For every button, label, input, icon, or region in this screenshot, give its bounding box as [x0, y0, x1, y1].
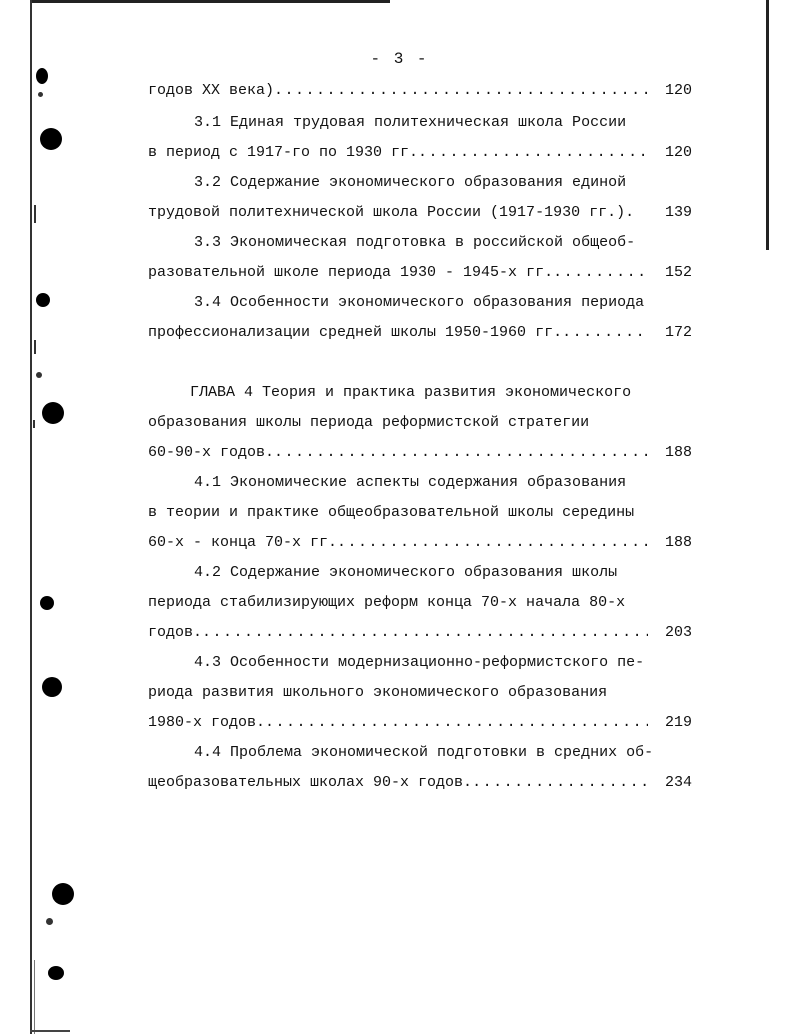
toc-text: щеобразовательных школах 90-х годов.	[148, 774, 473, 791]
toc-entry	[194, 172, 692, 194]
toc-text: годов.	[148, 624, 203, 641]
toc-text: годов XX века)	[148, 82, 275, 99]
toc-page-number: 172	[664, 324, 692, 341]
toc-entry	[148, 502, 692, 524]
toc-entry	[148, 202, 692, 224]
toc-text: образования школы периода реформистской стратегии	[148, 414, 590, 431]
toc-text: 1980-х годов.	[148, 714, 266, 731]
toc-text: профессионализации средней школы 1950-1960 гг.	[148, 324, 563, 341]
toc-text: 3.3 Экономическая подготовка в российской общеоб-	[194, 234, 636, 251]
scan-speck	[34, 205, 36, 223]
toc-entry	[148, 532, 692, 554]
toc-text: 4.4 Проблема экономической подготовки в средних об-	[194, 744, 654, 761]
toc-entry	[148, 592, 692, 614]
punch-hole	[52, 883, 74, 905]
scan-edge-bottom	[30, 1030, 70, 1032]
chapter-heading	[190, 382, 692, 404]
toc-page-number: 203	[664, 624, 692, 641]
toc-leader-dots	[202, 622, 648, 644]
toc-leader-dots	[265, 712, 648, 734]
punch-hole	[48, 966, 64, 980]
toc-entry	[148, 712, 692, 734]
toc-entry	[194, 112, 692, 134]
scan-speck	[38, 92, 43, 97]
toc-text: 3.4 Особенности экономического образования периода	[194, 294, 645, 311]
scan-edge-top	[30, 0, 390, 3]
toc-text: 4.3 Особенности модернизационно-реформистского пе-	[194, 654, 645, 671]
punch-hole	[40, 128, 62, 150]
toc-leader-dots	[553, 262, 648, 284]
toc-page-number: 188	[664, 534, 692, 551]
toc-entry	[148, 322, 692, 344]
scan-edge-right	[766, 0, 769, 250]
toc-text: разовательной школе периода 1930 - 1945-х гг.	[148, 264, 554, 281]
toc-entry	[194, 742, 692, 764]
toc-text: 3.1 Единая трудовая политехническая школа России	[194, 114, 627, 131]
toc-text: риода развития школьного экономического образования	[148, 684, 608, 701]
toc-page-number: 120	[664, 144, 692, 161]
toc-page-number: 139	[664, 204, 692, 221]
scan-speck	[34, 340, 36, 354]
punch-hole	[36, 293, 50, 307]
toc-leader-dots	[418, 142, 648, 164]
scan-speck	[46, 918, 53, 925]
toc-entry	[148, 442, 692, 464]
toc-entry	[148, 682, 692, 704]
toc-leader-dots	[472, 772, 648, 794]
punch-hole	[42, 402, 64, 424]
toc-text: 60-90-х годов.	[148, 444, 275, 461]
page-number: - 3 -	[370, 50, 429, 68]
scan-speck	[36, 372, 42, 378]
toc-leader-dots	[274, 80, 648, 102]
toc-text: в период с 1917-го по 1930 гг.	[148, 144, 419, 161]
toc-text: 4.1 Экономические аспекты содержания образования	[194, 474, 627, 491]
toc-text: в теории и практике общеобразовательной школы середины	[148, 504, 635, 521]
toc-text: 4.2 Содержание экономического образования школы	[194, 564, 618, 581]
scan-edge-left-faint	[34, 960, 35, 1034]
toc-entry	[194, 562, 692, 584]
scan-speck	[33, 420, 35, 428]
toc-text: периода стабилизирующих реформ конца 70-х начала 80-х	[148, 594, 626, 611]
toc-entry	[194, 292, 692, 314]
toc-text: 60-х - конца 70-х гг.	[148, 534, 338, 551]
punch-hole	[36, 68, 48, 84]
toc-text: ГЛАВА 4 Теория и практика развития экономического	[190, 384, 632, 401]
toc-entry	[148, 80, 692, 102]
toc-entry	[148, 412, 692, 434]
toc-text: трудовой политехнической школа России (1917-1930 гг.).	[148, 204, 635, 221]
toc-page-number: 120	[664, 82, 692, 99]
toc-page-number: 188	[664, 444, 692, 461]
toc-page-number: 234	[664, 774, 692, 791]
punch-hole	[42, 677, 62, 697]
toc-page-number: 219	[664, 714, 692, 731]
scan-edge-left	[30, 0, 32, 1034]
toc-entry	[148, 622, 692, 644]
toc-entry	[148, 772, 692, 794]
toc-entry	[194, 472, 692, 494]
toc-leader-dots	[562, 322, 648, 344]
toc-entry	[194, 652, 692, 674]
punch-hole	[40, 596, 54, 610]
toc-entry	[148, 262, 692, 284]
toc-text: 3.2 Содержание экономического образования единой	[194, 174, 627, 191]
toc-entry	[194, 232, 692, 254]
toc-page-number: 152	[664, 264, 692, 281]
toc-leader-dots	[274, 442, 648, 464]
toc-entry	[148, 142, 692, 164]
toc-leader-dots	[337, 532, 648, 554]
